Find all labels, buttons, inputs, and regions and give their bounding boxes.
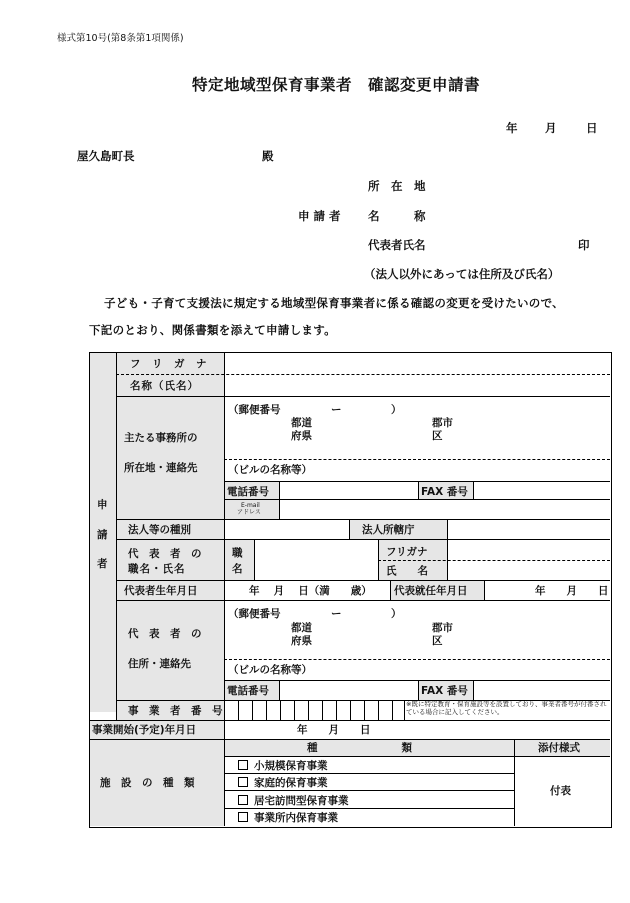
start-date-value: 年 月 日 — [297, 724, 371, 736]
page-title: 特定地域型保育事業者 確認変更申請書 — [192, 76, 481, 94]
date-month: 月 — [545, 121, 557, 135]
pref-label-2: 府県 — [291, 430, 312, 442]
fax-label: FAX 番号 — [421, 486, 468, 498]
kind-option-1[interactable] — [238, 758, 328, 773]
city-label-1: 郡市 — [432, 417, 453, 429]
rep-addr-label-1: 代 表 者 の — [128, 628, 202, 640]
biz-no-label: 事 業 者 番 号 — [128, 705, 223, 717]
rep-postal-label: （郵便番号 — [228, 608, 281, 620]
corp-office-label: 法人所轄庁 — [362, 524, 415, 536]
kind-option-3[interactable] — [238, 793, 349, 808]
applicant-location-label: 所 在 地 — [368, 179, 426, 193]
body-line-1: 子ども・子育て支援法に規定する地域型保育事業者に係る確認の変更を受けたいので、 — [104, 296, 564, 310]
attach-header: 添付様式 — [538, 742, 580, 754]
checkbox-icon[interactable] — [238, 795, 248, 805]
title-char-2: 名 — [232, 563, 243, 575]
form-number: 様式第10号(第8条第1項関係) — [57, 33, 184, 44]
rep-postal-dash: ー — [331, 608, 342, 620]
biz-no-note: ※既に特定教育・保育施設等を設置しており、事業者番号が付番されている場合に記入してください。 — [406, 700, 607, 716]
checkbox-icon[interactable] — [238, 760, 248, 770]
seal-mark: 印 — [578, 238, 590, 252]
postal-dash: ー — [331, 404, 342, 416]
building-label: （ビルの名称等） — [228, 464, 312, 476]
attach-value: 付表 — [550, 785, 571, 797]
applicant-representative-label: 代表者氏名 — [368, 238, 426, 252]
kind-header: 種 類 — [307, 742, 412, 754]
email-label-2: アドレス — [237, 509, 261, 516]
phone-label: 電話番号 — [227, 486, 269, 498]
body-line-2: 下記のとおり、関係書類を添えて申請します。 — [89, 323, 336, 337]
rep-label-1: 代 表 者 の — [128, 548, 202, 560]
date-year: 年 — [506, 121, 518, 135]
rep-addr-label-2: 住所・連絡先 — [128, 658, 191, 670]
rep-birth-label: 代表者生年月日 — [124, 585, 198, 597]
side-label-3: 者 — [97, 558, 108, 570]
furigana-label: フ リ ガ ナ — [130, 358, 207, 370]
rep-start-label: 代表就任年月日 — [394, 585, 468, 597]
office-label-1: 主たる事務所の — [124, 432, 198, 444]
checkbox-icon[interactable] — [238, 812, 248, 822]
furigana2-label: フリガナ — [386, 546, 428, 558]
kind-option-2[interactable] — [238, 775, 328, 790]
postal-label: （郵便番号 — [228, 404, 281, 416]
city-label-2: 区 — [432, 430, 443, 442]
office-label-2: 所在地・連絡先 — [124, 462, 198, 474]
side-label-2: 請 — [97, 529, 108, 541]
corp-type-label: 法人等の種別 — [128, 524, 191, 536]
rep-city-label-2: 区 — [432, 635, 443, 647]
start-date-label: 事業開始(予定)年月日 — [92, 724, 197, 736]
addressee-name: 屋久島町長 — [77, 149, 135, 163]
addressee-honorific: 殿 — [262, 149, 274, 163]
kind-option-label: 家庭的保育事業 — [254, 777, 328, 789]
facility-label: 施 設 の 種 類 — [100, 777, 195, 789]
checkbox-icon[interactable] — [238, 777, 248, 787]
applicant-label: 申 請 者 — [298, 209, 341, 223]
pref-label-1: 都道 — [291, 417, 312, 429]
shimei-label: 氏 名 — [386, 565, 428, 577]
rep-label-2: 職名・氏名 — [128, 563, 186, 575]
email-label-1: E-mail — [241, 502, 260, 509]
rep-city-label-1: 郡市 — [432, 622, 453, 634]
rep-building-label: （ビルの名称等） — [228, 664, 312, 676]
date-day: 日 — [586, 121, 598, 135]
title-char-1: 職 — [232, 547, 243, 559]
kind-option-label: 事業所内保育事業 — [254, 812, 338, 824]
postal-close: ） — [391, 404, 402, 416]
rep-fax-label: FAX 番号 — [421, 685, 468, 697]
kind-option-label: 小規模保育事業 — [254, 760, 328, 772]
rep-pref-label-1: 都道 — [291, 622, 312, 634]
side-label-1: 申 — [97, 499, 108, 511]
rep-phone-label: 電話番号 — [227, 685, 269, 697]
rep-pref-label-2: 府県 — [291, 635, 312, 647]
applicant-name-label: 名 称 — [368, 209, 426, 223]
rep-postal-close: ） — [391, 608, 402, 620]
birth-value: 年 月 日（満 歳） — [249, 585, 372, 597]
kind-option-label: 居宅訪問型保育事業 — [254, 795, 349, 807]
rep-start-value: 年 月 日 — [535, 585, 609, 597]
kind-option-4[interactable] — [238, 810, 338, 825]
name-label: 名称（氏名） — [130, 380, 199, 392]
applicant-note: （法人以外にあっては住所及び氏名） — [364, 267, 560, 281]
